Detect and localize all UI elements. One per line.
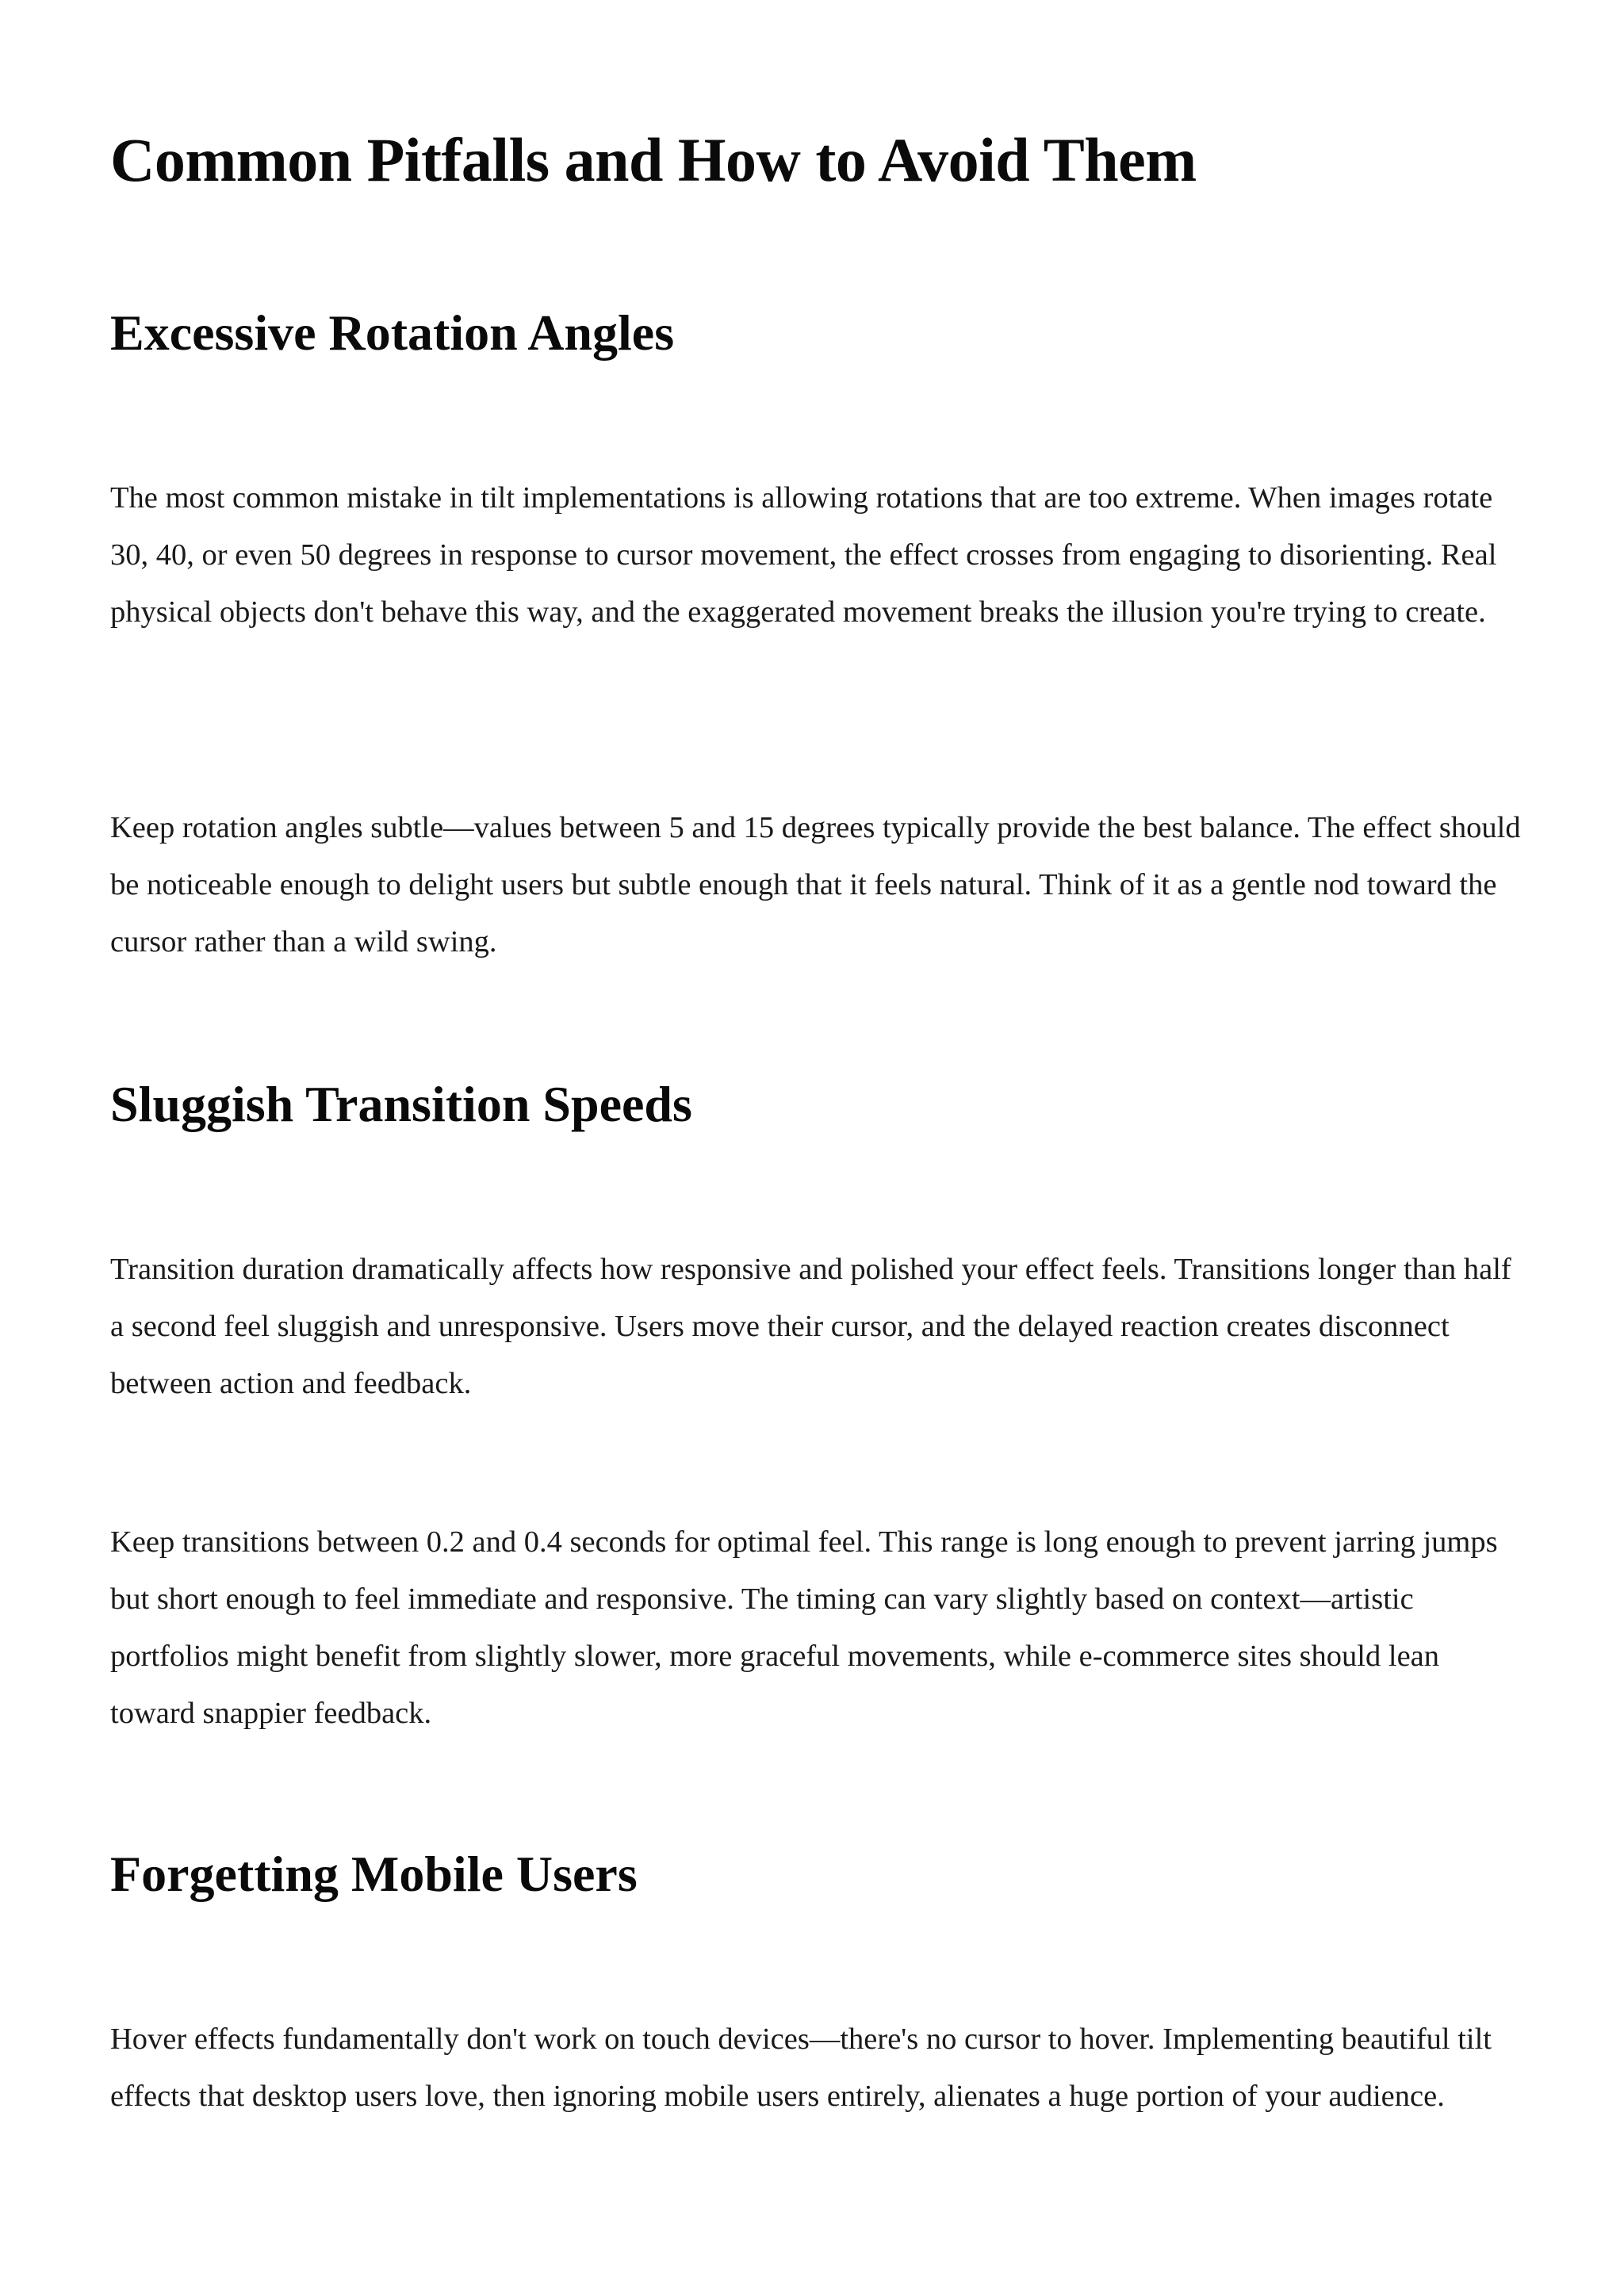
section-heading-mobile: Forgetting Mobile Users: [110, 1846, 638, 1902]
page-title: Common Pitfalls and How to Avoid Them: [110, 125, 1197, 194]
section-heading-transition: Sluggish Transition Speeds: [110, 1076, 692, 1132]
paragraph: Transition duration dramatically affects how responsive and polished your effect feels. Transitions longer than half a second feel sluggish and unresponsive. Users move their cursor, and the delayed reaction creates disconnect between action and feedback.: [110, 1253, 1511, 1400]
paragraph: The most common mistake in tilt implementations is allowing rotations that are too extreme. When images rotate 30, 40, or even 50 degrees in response to cursor movement, the effect crosses from engaging to disorienting. Real physical objects don't behave this way, and the exaggerated movement breaks the illusion you're trying to create.: [110, 481, 1497, 629]
section-heading-rotation: Excessive Rotation Angles: [110, 304, 675, 361]
paragraph: Keep transitions between 0.2 and 0.4 seconds for optimal feel. This range is long enough to prevent jarring jumps but short enough to feel immediate and responsive. The timing can vary slightly based on context—artistic portfolios might benefit from slightly slower, more graceful movements, while e-commerce sites should lean toward snappier feedback.: [110, 1525, 1498, 1730]
paragraph: Hover effects fundamentally don't work on touch devices—there's no cursor to hover. Implementing beautiful tilt effects that desktop users love, then ignoring mobile users entirely, alienates a huge portion of your audience.: [110, 2022, 1492, 2113]
paragraph: Keep rotation angles subtle—values between 5 and 15 degrees typically provide the best balance. The effect should be noticeable enough to delight users but subtle enough that it feels natural. Think of it as a gentle nod toward the cursor rather than a wild swing.: [110, 811, 1521, 959]
